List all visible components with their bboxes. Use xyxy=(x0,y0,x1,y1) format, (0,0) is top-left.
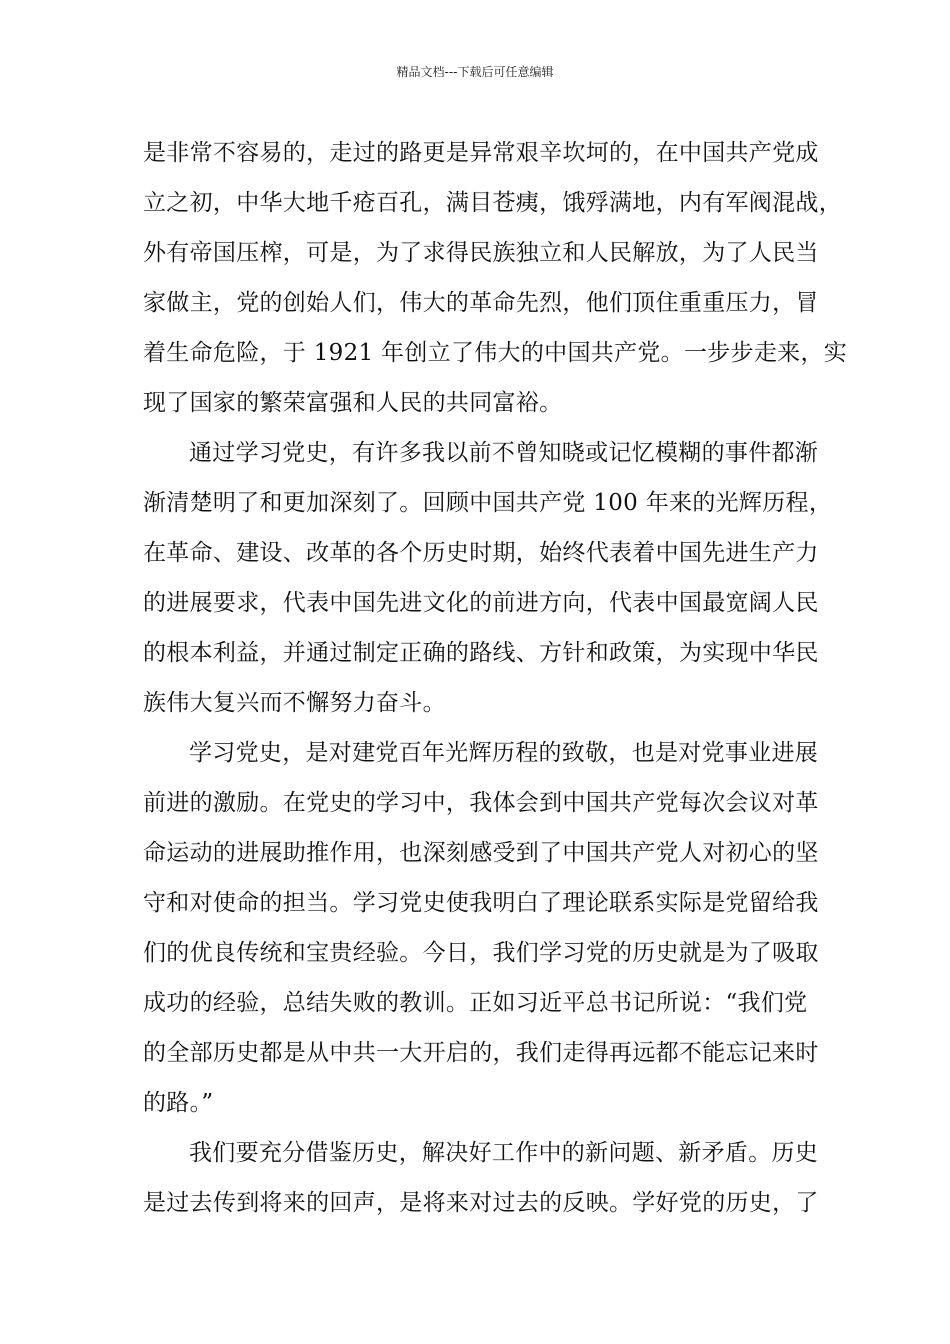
text-line: 的路。” xyxy=(143,1090,214,1116)
text-line: 家做主，党的创始人们，伟大的革命先烈，他们顶住重重压力，冒 xyxy=(143,290,819,316)
text-line: 现了国家的繁荣富强和人民的共同富裕。 xyxy=(143,390,563,416)
text-line: 们的优良传统和宝贵经验。今日，我们学习党的历史就是为了吸取 xyxy=(143,940,819,966)
text-line: 是过去传到将来的回声，是将来对过去的反映。学好党的历史，了 xyxy=(143,1190,819,1216)
paragraph xyxy=(143,1128,833,1228)
text-line: 成功的经验，总结失败的教训。正如习近平总书记所说：“我们党 xyxy=(143,990,808,1016)
text-line: 的全部历史都是从中共一大开启的，我们走得再远都不能忘记来时 xyxy=(143,1040,819,1066)
text-line: 是非常不容易的，走过的路更是异常艰辛坎坷的，在中国共产党成 xyxy=(143,140,819,166)
text-line: 的根本利益，并通过制定正确的路线、方针和政策，为实现中华民 xyxy=(143,640,819,666)
text-line: 通过学习党史，有许多我以前不曾知晓或记忆模糊的事件都渐 xyxy=(189,440,819,466)
text-line: 在革命、建设、改革的各个历史时期，始终代表着中国先进生产力 xyxy=(143,540,819,566)
text-line: 着生命危险，于 1921 年创立了伟大的中国共产党。一步步走来，实 xyxy=(143,340,848,366)
text-line: 我们要充分借鉴历史，解决好工作中的新问题、新矛盾。历史 xyxy=(189,1140,819,1166)
paragraph xyxy=(143,428,833,728)
text-line: 立之初，中华大地千疮百孔，满目苍痍，饿殍满地，内有军阀混战， xyxy=(143,190,842,216)
text-line: 渐清楚明了和更加深刻了。回顾中国共产党 100 年来的光辉历程， xyxy=(143,490,833,516)
page-header: 精品文档---下载后可任意编辑 xyxy=(396,65,554,79)
document-body xyxy=(143,128,848,1228)
text-line: 外有帝国压榨，可是，为了求得民族独立和人民解放，为了人民当 xyxy=(143,240,819,266)
paragraph xyxy=(143,128,848,428)
paragraph xyxy=(143,728,833,1128)
text-line: 命运动的进展助推作用，也深刻感受到了中国共产党人对初心的坚 xyxy=(143,840,819,866)
text-line: 前进的激励。在党史的学习中，我体会到中国共产党每次会议对革 xyxy=(143,790,819,816)
text-line: 的进展要求，代表中国先进文化的前进方向，代表中国最宽阔人民 xyxy=(143,590,819,616)
text-line: 守和对使命的担当。学习党史使我明白了理论联系实际是党留给我 xyxy=(143,890,819,916)
text-line: 学习党史，是对建党百年光辉历程的致敬，也是对党事业进展 xyxy=(189,740,819,766)
text-line: 族伟大复兴而不懈努力奋斗。 xyxy=(143,690,446,716)
